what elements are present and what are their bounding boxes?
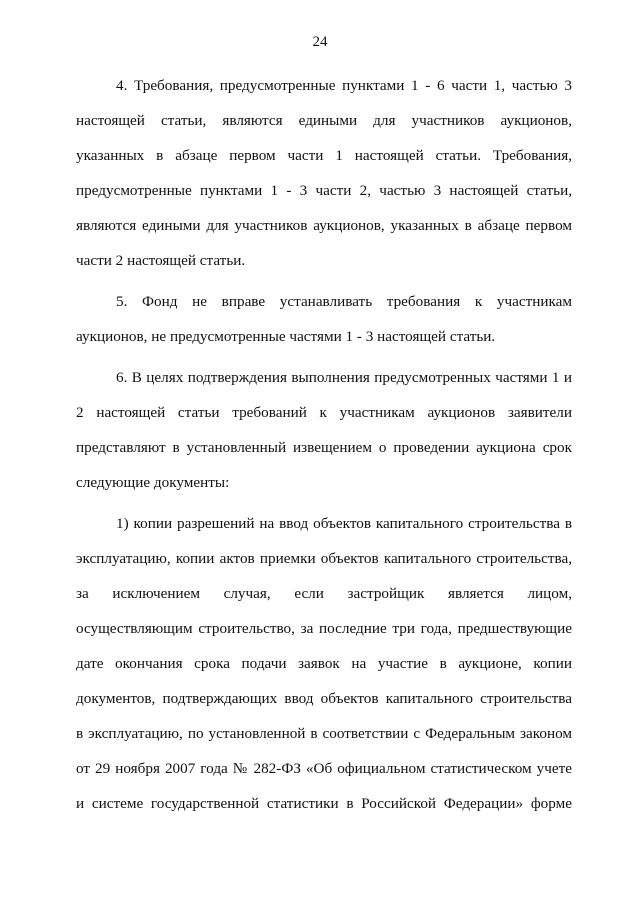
text-line: настоящей статьи, являются едиными для участников аукционов, [76, 112, 572, 129]
text-line: аукционов, не предусмотренные частями 1 - 3 настоящей статьи. [76, 328, 496, 345]
text-line: от 29 ноября 2007 года № 282-ФЗ «Об официальном статистическом учете [76, 760, 572, 777]
text-line: 4. Требования, предусмотренные пунктами 1 - 6 части 1, частью 3 [116, 77, 572, 94]
text-line: эксплуатацию, копии актов приемки объектов капитального строительства, [76, 550, 572, 567]
text-line: 5. Фонд не вправе устанавливать требования к участникам [116, 293, 572, 310]
paragraph-6-item-1 [76, 506, 572, 821]
text-line: и системе государственной статистики в Российской Федерации» форме [76, 795, 572, 812]
document-body [76, 68, 572, 827]
text-line: указанных в абзаце первом части 1 настоящей статьи. Требования, [76, 147, 572, 164]
text-line: предусмотренные пунктами 1 - 3 части 2, частью 3 настоящей статьи, [76, 182, 572, 199]
paragraph-6 [76, 360, 572, 500]
text-line: за исключением случая, если застройщик является лицом, [76, 585, 572, 602]
text-line: представляют в установленный извещением о проведении аукциона срок [76, 439, 572, 456]
text-line: 2 настоящей статьи требований к участникам аукционов заявители [76, 404, 572, 421]
text-line: части 2 настоящей статьи. [76, 252, 246, 269]
text-line: дате окончания срока подачи заявок на участие в аукционе, копии [76, 655, 572, 672]
text-line: в эксплуатацию, по установленной в соответствии с Федеральным законом [76, 725, 572, 742]
text-line: 6. В целях подтверждения выполнения предусмотренных частями 1 и [116, 369, 572, 386]
text-line: 1) копии разрешений на ввод объектов капитального строительства в [116, 515, 572, 532]
page-number: 24 [312, 34, 328, 50]
paragraph-4 [76, 68, 572, 278]
text-line: документов, подтверждающих ввод объектов капитального строительства [76, 690, 572, 707]
paragraph-5 [76, 284, 572, 354]
text-line: следующие документы: [76, 474, 230, 491]
text-line: являются едиными для участников аукционов, указанных в абзаце первом [76, 217, 572, 234]
text-line: осуществляющим строительство, за последние три года, предшествующие [76, 620, 572, 637]
